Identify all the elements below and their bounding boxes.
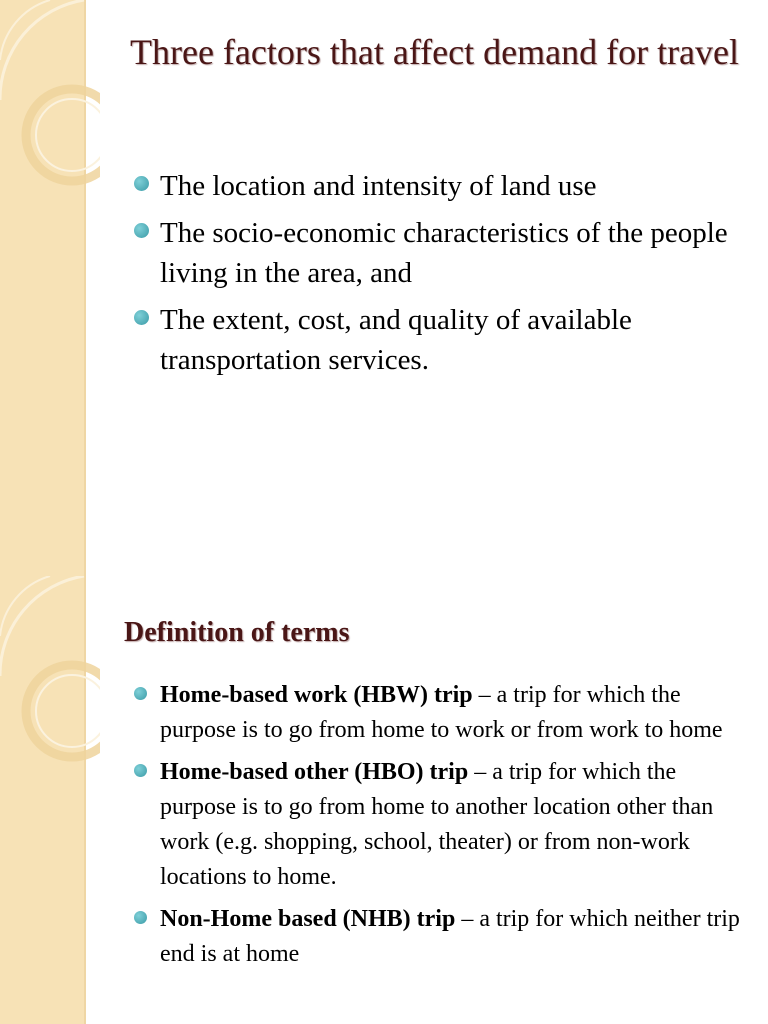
term-name: Non-Home based (NHB) trip <box>160 906 456 932</box>
term-list <box>134 678 756 979</box>
list-item-text: The socio-economic characteristics of the people living in the area, and <box>160 217 728 289</box>
term-name: Home-based other (HBO) trip <box>160 759 469 785</box>
bullet-dot-icon <box>134 764 147 777</box>
bullet-dot-icon <box>134 223 149 238</box>
decorative-ring-icon <box>0 0 100 230</box>
list-item <box>134 902 756 972</box>
list-item <box>134 755 756 895</box>
decorative-ring-icon <box>0 576 100 806</box>
term-definition: – a trip for which neither trip end is at home <box>160 906 740 967</box>
bullet-dot-icon <box>134 176 149 191</box>
list-item <box>134 678 756 748</box>
slide-title: Definition of terms <box>124 617 350 648</box>
term-definition: – a trip for which the purpose is to go from home to work or from work to home <box>160 682 723 743</box>
list-item <box>134 300 748 380</box>
list-item <box>134 166 748 206</box>
list-item-text: The location and intensity of land use <box>160 170 597 202</box>
bullet-dot-icon <box>134 687 147 700</box>
bullet-dot-icon <box>134 911 147 924</box>
list-item <box>134 213 748 293</box>
bullet-dot-icon <box>134 310 149 325</box>
slide-title: Three factors that affect demand for travel <box>130 32 740 72</box>
list-item-text: The extent, cost, and quality of available transportation services. <box>160 304 632 376</box>
slide-definition-of-terms <box>0 576 768 1024</box>
factor-list <box>134 166 748 387</box>
term-name: Home-based work (HBW) trip <box>160 682 473 708</box>
term-definition: – a trip for which the purpose is to go from home to another location other than work (e.g. shopping, school, theater) or from non-work locations to home. <box>160 759 714 890</box>
